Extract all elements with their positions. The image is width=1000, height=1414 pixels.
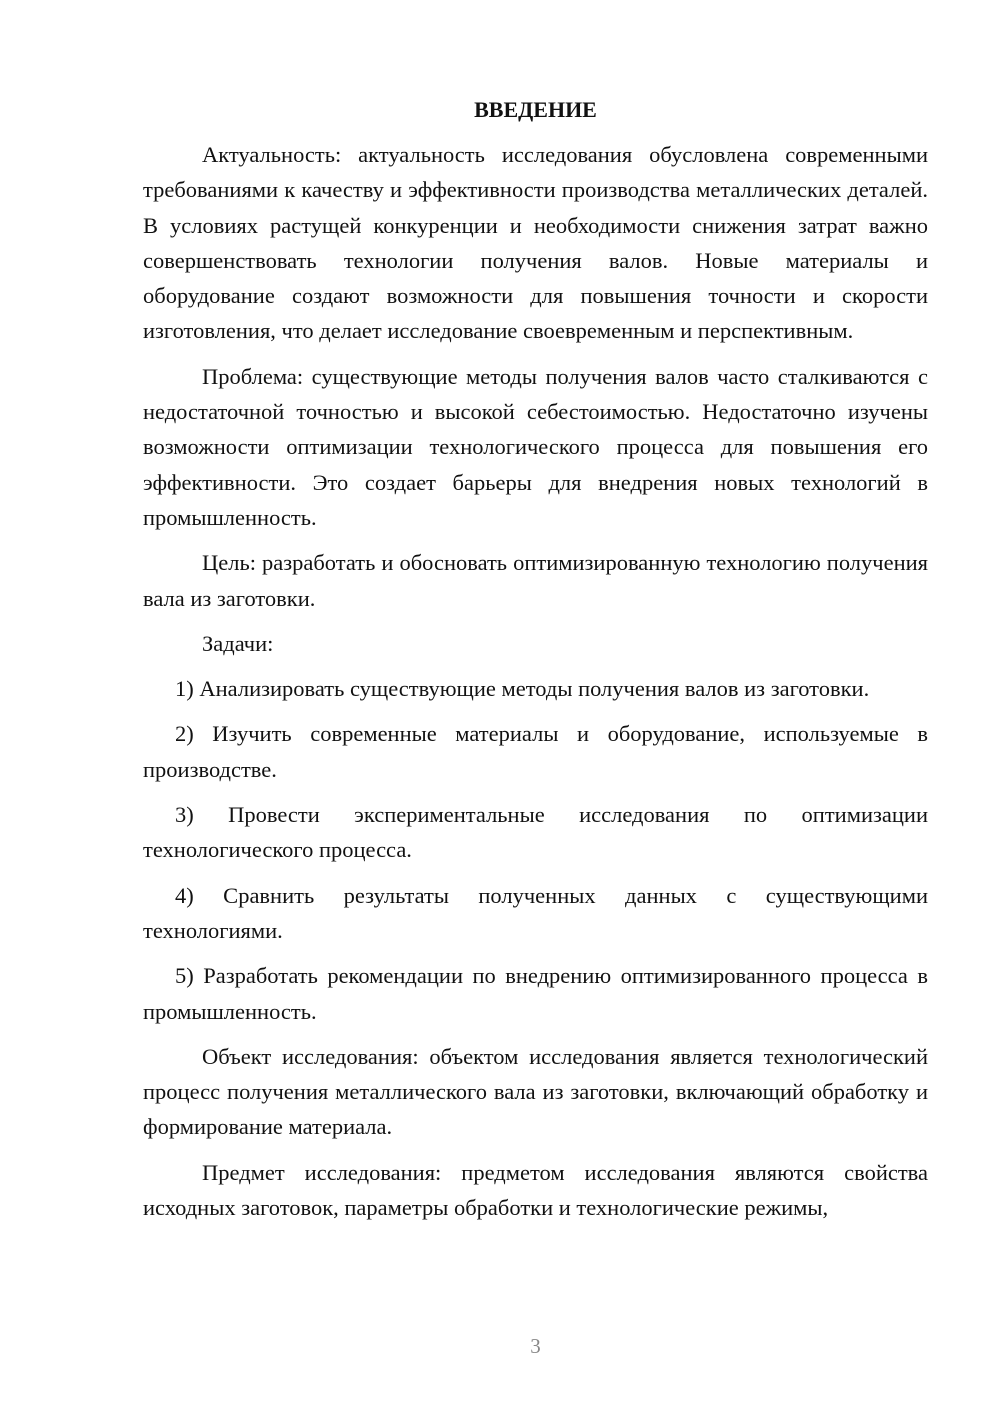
paragraph-problem: Проблема: существующие методы получения валов часто сталкиваются с недостаточной точностью и высокой себестоимостью. Недостаточно изучены возможности оптимизации технологического процесса для повышения его эффективности. Это создает барьеры для внедрения новых технологий в промышленность. (143, 363, 928, 530)
paragraph-subject: Предмет исследования: предметом исследования являются свойства исходных заготовок, параметры обработки и технологические режимы, (143, 1159, 928, 1221)
task-item: 2) Изучить современные материалы и оборудование, используемые в производстве. (143, 721, 928, 782)
paragraph-object: Объект исследования: объектом исследования является технологический процесс получения металлического вала из заготовки, включающий обработку и формирование материала. (143, 1043, 928, 1140)
paragraph-tasks-heading: Задачи: (202, 630, 274, 656)
document-body (143, 95, 928, 1235)
paragraph-goal: Цель: разработать и обосновать оптимизированную технологию получения вала из заготовки. (143, 550, 928, 611)
task-item: 3) Провести экспериментальные исследования по оптимизации технологического процесса. (143, 802, 928, 863)
section-title: ВВЕДЕНИЕ (474, 97, 597, 122)
task-item: 5) Разработать рекомендации по внедрению оптимизированного процесса в промышленность. (143, 963, 928, 1024)
page-number: 3 (530, 1334, 541, 1358)
paragraph-relevance: Актуальность: актуальность исследования обусловлена современными требованиями к качеству и эффективности производства металлических деталей. В условиях растущей конкуренции и необходимости снижения затрат важно совершенствовать технологии получения валов. Новые материалы и оборудование создают возможности для повышения точности и скорости изготовления, что делает исследование своевременным и перспективным. (143, 142, 928, 344)
task-item: 1) Анализировать существующие методы получения валов из заготовки. (175, 676, 870, 702)
task-item: 4) Сравнить результаты полученных данных с существующими технологиями. (143, 882, 928, 943)
